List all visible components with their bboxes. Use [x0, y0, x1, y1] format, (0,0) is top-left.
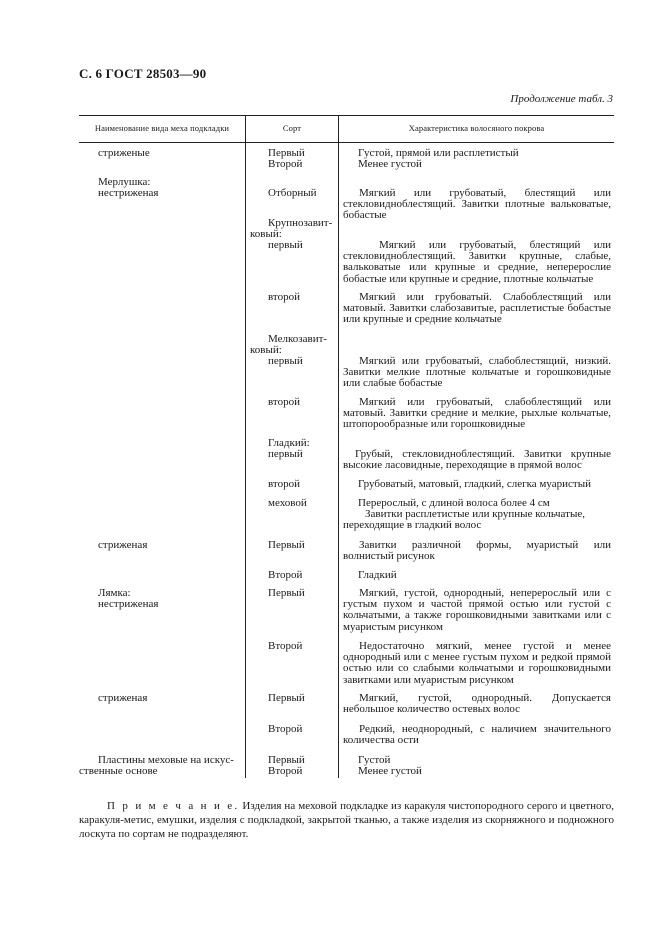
- fur-type-subname: нестриженая: [98, 598, 159, 610]
- grade-cell: второй: [268, 396, 300, 408]
- fur-type-name: Пластины меховые на искус-: [98, 754, 234, 766]
- characteristic-cell: Завитки различной формы, муаристый или волнистый рисунок: [343, 539, 611, 563]
- grade-cell: Первый: [268, 539, 305, 551]
- note-text: Изделия на меховой подкладке из каракуля чистопородного серого и цветного, каракуля-метис, емушки, изделия с подкладкой, закрытой тканью, а также изделия из скорняжного и подножного лоскута по сортам не подразделяют.: [79, 800, 615, 840]
- characteristic-cell: Мягкий или грубоватый. Слабоблестящий или матовый. Завитки слабозавитые, расплетистые бобастые или крупные и средние кольчатые: [343, 291, 611, 326]
- grade-cell: Гладкий:: [268, 437, 310, 449]
- grade-cell: Мелкозавит-: [268, 333, 328, 345]
- fur-type-name: Мерлушка:: [98, 176, 151, 188]
- grade-cell: Второй: [268, 569, 303, 581]
- characteristic-cell: Завитки расплетистые или крупные кольчатые, переходящие в гладкий волос: [343, 508, 585, 532]
- characteristic-cell: Мягкий или грубоватый, блестящий или стекловиднoблестящий. Завитки плотные вальковатые, бобастые: [343, 187, 611, 222]
- grade-cell: первый: [268, 355, 303, 367]
- characteristic-cell: Менее густой: [358, 765, 422, 777]
- characteristic-cell: Грубоватый, матовый, гладкий, слегка муаристый: [358, 478, 591, 490]
- table-header-rule: [79, 142, 614, 143]
- characteristic-cell: Гладкий: [358, 569, 397, 581]
- grade-cell: Второй: [268, 765, 303, 777]
- table-top-rule: [79, 115, 614, 116]
- column-header-name: Наименование вида меха подкладки: [94, 123, 230, 133]
- grade-cell: Первый: [268, 587, 305, 599]
- characteristic-cell: Густой: [358, 754, 391, 766]
- note-label: П р и м е ч а н и е.: [107, 800, 240, 812]
- grade-cell: меховой: [268, 497, 307, 509]
- page-header: С. 6 ГОСТ 28503—90: [79, 66, 207, 81]
- grade-cell: Второй: [268, 158, 303, 170]
- characteristic-cell: Мягкий, густой, однородный. Допускается небольшое количество остевых волос: [343, 692, 611, 716]
- column-divider-2: [338, 115, 339, 778]
- grade-cell: Второй: [268, 640, 303, 652]
- grade-cell: второй: [268, 291, 300, 303]
- fur-type-name: стриженые: [98, 147, 150, 159]
- fur-type-subname: нестриженая: [98, 187, 159, 199]
- fur-type-name: стриженая: [98, 539, 148, 551]
- fur-type-name: ственные основе: [79, 765, 158, 777]
- grade-cell: первый: [268, 448, 303, 460]
- grade-cell: ковый:: [250, 228, 282, 240]
- grade-cell: Первый: [268, 692, 305, 704]
- characteristic-cell: Мягкий, густой, однородный, неперерослый или с густым пухом и частой прямой остью или густой с кольчатыми, а также горошковидными завитками или с муаристым рисунком: [343, 587, 611, 633]
- grade-cell: Первый: [268, 754, 305, 766]
- characteristic-cell: Редкий, неоднородный, с наличием значительного количества ости: [343, 723, 611, 747]
- column-header-characteristic: Характеристика волосяного покрова: [408, 123, 545, 133]
- grade-cell: Отборный: [268, 187, 317, 199]
- column-header-grade: Сорт: [282, 123, 302, 133]
- grade-cell: первый: [268, 239, 303, 251]
- characteristic-cell: Грубый, стекловидноблестящий. Завитки крупные высокие ласовидные, переходящие в прямой волос: [343, 448, 611, 472]
- characteristic-cell: Перерослый, с длиной волоса более 4 см: [358, 497, 550, 509]
- characteristic-cell: Недостаточно мягкий, менее густой и менее однородный или с менее густым пухом и редкой прямой остью или со слабыми кольчатыми и горошковидными завитками или муаристым рисунком: [343, 640, 611, 686]
- characteristic-cell: Мягкий или грубоватый, слабоблестящий или матовый. Завитки средние и мелкие, рыхлые кольчатые, штопорообразные или горошковидные: [343, 396, 611, 431]
- characteristic-cell: Мягкий или грубоватый, блестящий или стекловидноблестящий. Завитки крупные, слабые, вальковатые или крупные и средние, неперерослие бобастые или крупные и средние, плотные кольчатые: [343, 239, 611, 285]
- grade-cell: ковый:: [250, 344, 282, 356]
- fur-type-name: Лямка:: [98, 587, 131, 599]
- grade-cell: Второй: [268, 723, 303, 735]
- fur-type-name: стриженая: [98, 692, 148, 704]
- table-note: [79, 799, 614, 841]
- grade-cell: второй: [268, 478, 300, 490]
- grade-cell: Крупнозавит-: [268, 217, 333, 229]
- characteristic-cell: Менее густой: [358, 158, 422, 170]
- characteristic-cell: Густой, прямой или расплетистый: [358, 147, 519, 159]
- column-divider-1: [245, 115, 246, 778]
- grade-cell: Первый: [268, 147, 305, 159]
- table-continuation-label: Продолжение табл. 3: [510, 93, 613, 105]
- characteristic-cell: Мягкий или грубоватый, слабоблестящий, низкий. Завитки мелкие плотные кольчатые и горошковидные или слабые бобастые: [343, 355, 611, 390]
